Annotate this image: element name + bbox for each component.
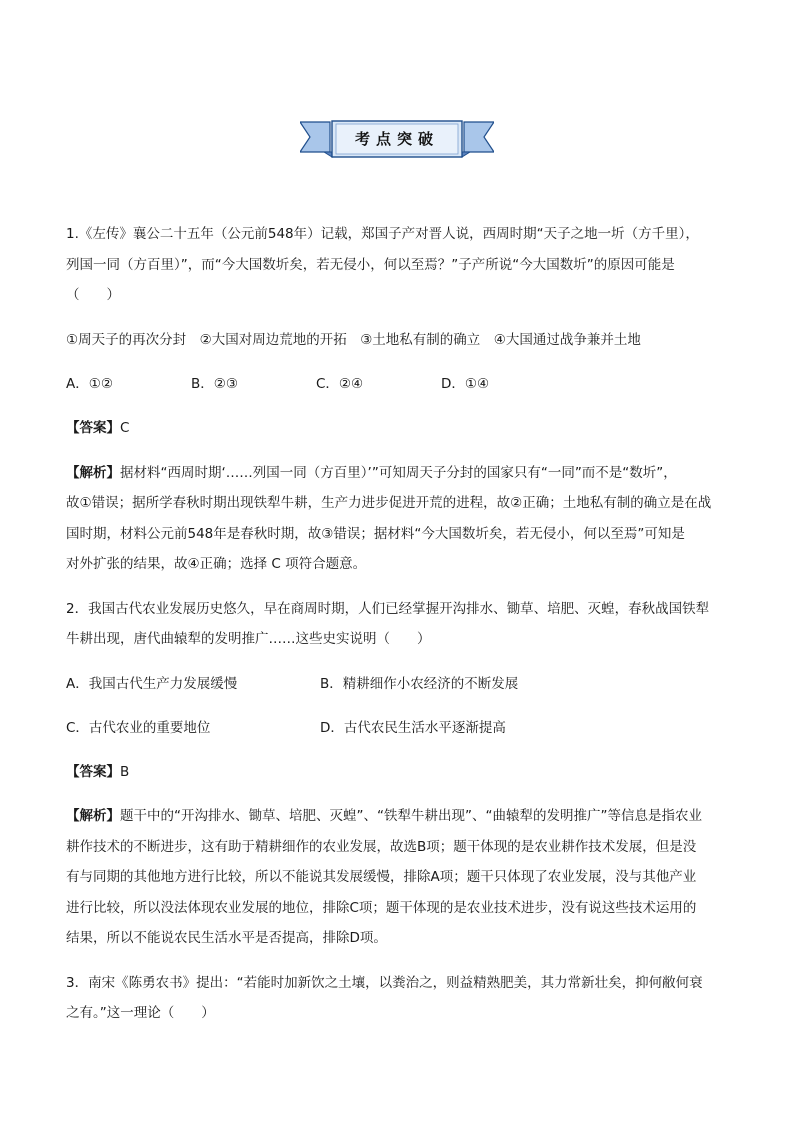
answer-value: B (120, 763, 130, 780)
question-list (66, 219, 730, 1043)
analysis-line: 题干中的“开沟排水、锄草、培肥、灭蝗”、“铁犁牛耕出现”、“曲辕犁的发明推广”等信息是指农业 (120, 808, 702, 824)
option-b: B．②③ (191, 376, 238, 392)
question-2-analysis (66, 801, 730, 954)
analysis-label: 【解析】 (66, 464, 120, 481)
option-d: D．①④ (441, 376, 490, 392)
question-1-stem (66, 219, 730, 311)
section-banner (300, 119, 494, 159)
stem-line: 1.《左传》襄公二十五年（公元前548年）记载，郑国子产对晋人说，西周时期“天子之地一圻（方千里）， (66, 226, 699, 242)
analysis-line: 故①错误；据所学春秋时期出现铁犁牛耕，生产力进步促进开荒的进程，故②正确；土地私有制的确立是在战 (66, 495, 712, 511)
option-c: C．②④ (316, 376, 364, 392)
stem-line: 之有。”这一理论（ ） (66, 1005, 215, 1021)
banner-title: 考点突破 (354, 130, 439, 148)
option-c: C．古代农业的重要地位 (66, 719, 211, 736)
analysis-line: 结果，所以不能说农民生活水平是否提高，排除D项。 (66, 930, 387, 946)
answer-label: 【答案】 (66, 420, 120, 436)
question-1-analysis (66, 458, 730, 580)
sub-items-line: ①周天子的再次分封 ②大国对周边荒地的开拓 ③土地私有制的确立 ④大国通过战争兼并土地 (66, 331, 641, 348)
analysis-line: 耕作技术的不断进步，这有助于精耕细作的农业发展，故选B项；题干体现的是农业耕作技术发展，但是没 (66, 838, 697, 855)
option-a: A．我国古代生产力发展缓慢 (66, 675, 238, 692)
analysis-line: 国时期，材料公元前548年是春秋时期，故③错误；据材料“今大国数圻矣，若无侵小，何以至焉”可知是 (66, 525, 685, 542)
question-2-options-row-1 (66, 669, 730, 699)
question-1-answer (66, 413, 730, 444)
question-3-stem (66, 968, 730, 1029)
analysis-line: 据材料“西周时期‘……列国一同（方百里）’”可知周天子分封的国家只有“一同”而不是“数圻”， (120, 464, 677, 481)
stem-line: 2．我国古代农业发展历史悠久，早在商周时期，人们已经掌握开沟排水、锄草、培肥、灭蝗，春秋战国铁犁 (66, 600, 710, 617)
analysis-label: 【解析】 (66, 808, 120, 824)
question-2-options-row-2 (66, 713, 730, 743)
stem-line: 列国一同（方百里）”，而“今大国数圻矣，若无侵小，何以至焉？”子产所说“今大国数圻”的原因可能是 (66, 256, 675, 273)
option-a: A．①② (66, 376, 113, 392)
question-2-answer (66, 757, 730, 788)
question-2-stem (66, 594, 730, 655)
option-d: D．古代农民生活水平逐渐提高 (320, 719, 506, 736)
analysis-line: 对外扩张的结果，故④正确；选择 C 项符合题意。 (66, 556, 367, 572)
answer-label: 【答案】 (66, 763, 120, 780)
question-1-sub-items (66, 325, 730, 356)
answer-value: C (120, 420, 130, 436)
question-1-options (66, 369, 730, 399)
analysis-line: 进行比较，所以没法体现农业发展的地位，排除C项；题干体现的是农业技术进步，没有说这些技术运用的 (66, 899, 697, 916)
stem-line: 3．南宋《陈勇农书》提出：“若能时加新饮之土壤，以粪治之，则益精熟肥美，其力常新壮矣，抑何敝何衰 (66, 974, 703, 991)
option-b: B．精耕细作小农经济的不断发展 (320, 675, 519, 692)
stem-line: （ ） (66, 287, 120, 303)
analysis-line: 有与同期的其他地方进行比较，所以不能说其发展缓慢，排除A项；题干只体现了农业发展，没与其他产业 (66, 869, 697, 885)
stem-line: 牛耕出现，唐代曲辕犁的发明推广……这些史实说明（ ） (66, 631, 431, 647)
